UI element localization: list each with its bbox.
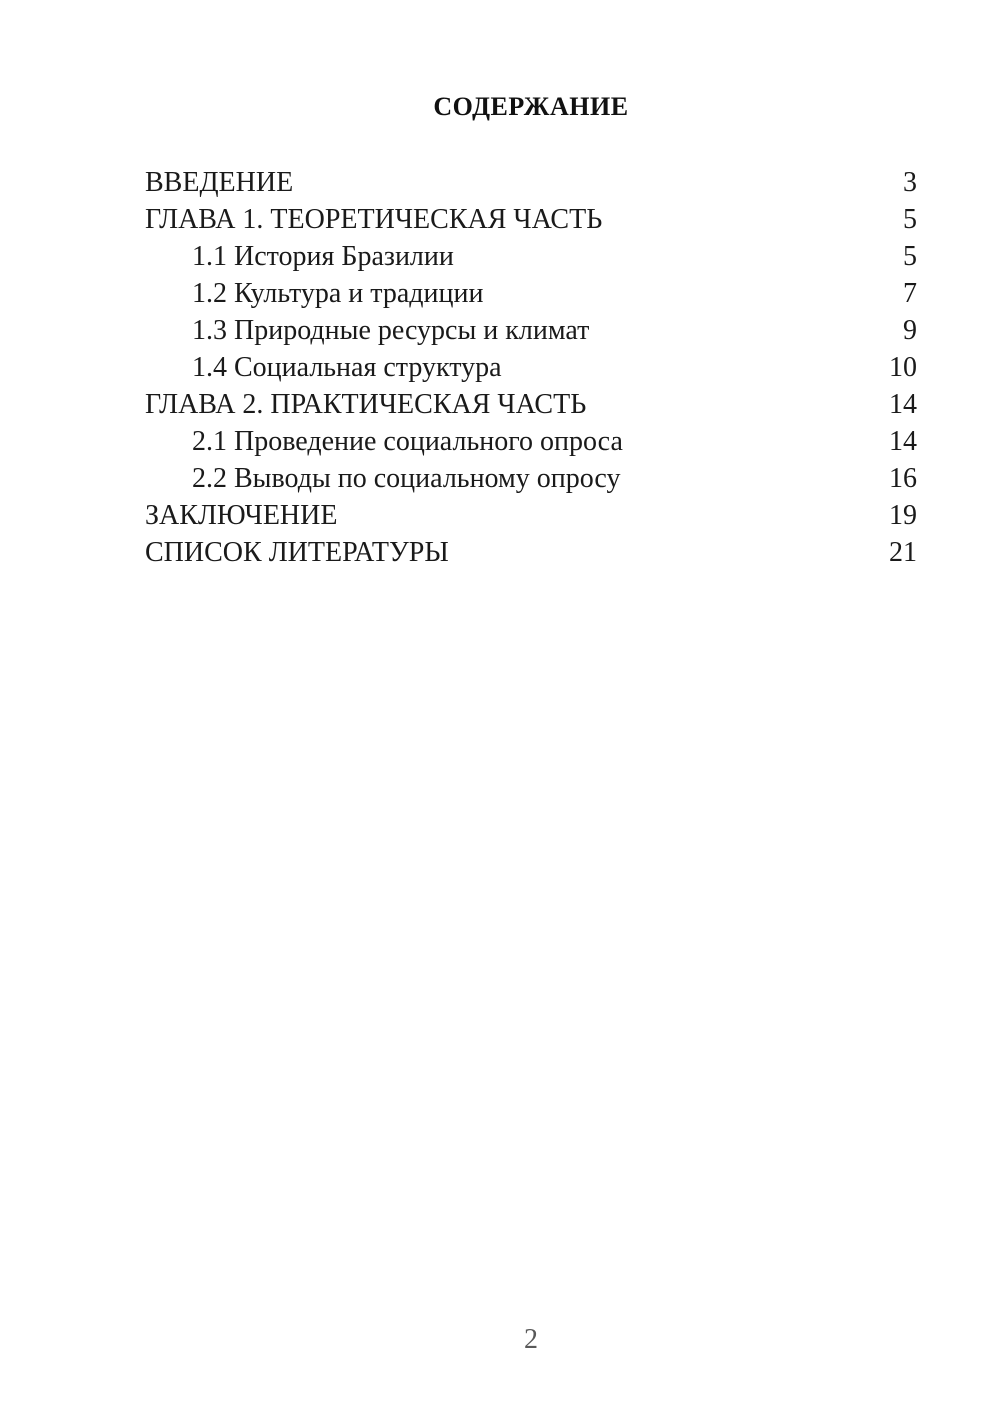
toc-entry-label: ГЛАВА 1. ТЕОРЕТИЧЕСКАЯ ЧАСТЬ	[145, 204, 603, 235]
toc-entry	[145, 534, 917, 571]
toc-entry-page: 5	[903, 241, 917, 272]
toc-entry-page: 7	[903, 278, 917, 309]
footer-page-number: 2	[524, 1324, 538, 1355]
toc-entry	[145, 275, 917, 312]
content-column	[145, 0, 917, 571]
toc-entry	[145, 423, 917, 460]
toc-entry-label: ВВЕДЕНИЕ	[145, 167, 294, 198]
toc-entry	[145, 164, 917, 201]
toc-entry-page: 14	[889, 426, 917, 457]
toc-entry-label: ГЛАВА 2. ПРАКТИЧЕСКАЯ ЧАСТЬ	[145, 389, 587, 420]
toc-entry-page: 3	[903, 167, 917, 198]
toc-entry-label: 2.1 Проведение социального опроса	[192, 426, 623, 457]
toc-entry-page: 16	[889, 463, 917, 494]
toc-entry	[145, 460, 917, 497]
toc-entry	[145, 201, 917, 238]
toc-entry-label: СПИСОК ЛИТЕРАТУРЫ	[145, 537, 449, 568]
toc-entry-page: 19	[889, 500, 917, 531]
toc-entry-page: 10	[889, 352, 917, 383]
toc-entry-label: 1.3 Природные ресурсы и климат	[192, 315, 590, 346]
toc-entry	[145, 497, 917, 534]
toc-entry-page: 14	[889, 389, 917, 420]
toc-entry	[145, 312, 917, 349]
toc-entry-label: 1.1 История Бразилии	[192, 241, 454, 272]
toc-entry-label: 1.2 Культура и традиции	[192, 278, 484, 309]
table-of-contents	[145, 164, 917, 571]
toc-entry-page: 5	[903, 204, 917, 235]
toc-entry-label: ЗАКЛЮЧЕНИЕ	[145, 500, 338, 531]
toc-entry-page: 21	[889, 537, 917, 568]
page-title: СОДЕРЖАНИЕ	[433, 92, 629, 121]
toc-entry	[145, 238, 917, 275]
toc-entry	[145, 349, 917, 386]
toc-entry-label: 2.2 Выводы по социальному опросу	[192, 463, 621, 494]
toc-entry-page: 9	[903, 315, 917, 346]
toc-entry-label: 1.4 Социальная структура	[192, 352, 502, 383]
toc-entry	[145, 386, 917, 423]
